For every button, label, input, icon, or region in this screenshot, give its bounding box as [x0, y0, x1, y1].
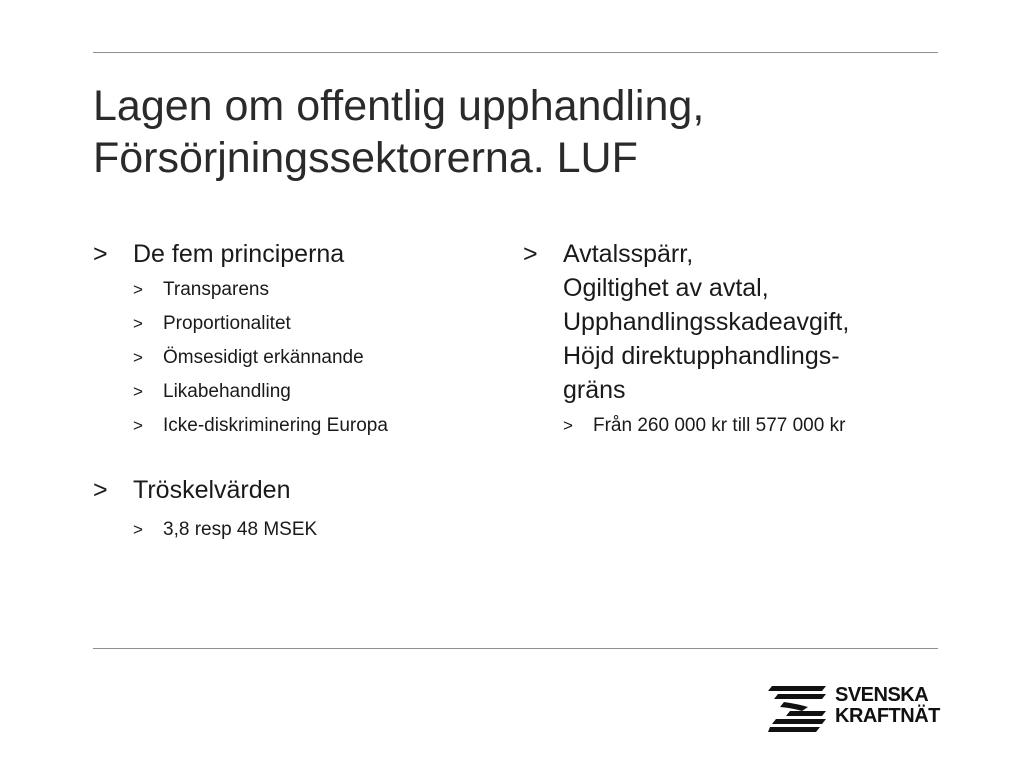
list-item [523, 409, 943, 443]
logo-line-1: SVENSKA [835, 684, 929, 706]
slide-title-line-1: Lagen om offentlig upphandling, [93, 82, 705, 130]
heading-line: Ogiltighet av avtal, [563, 274, 769, 302]
bottom-divider [93, 648, 938, 649]
amount-list [523, 409, 943, 443]
svenska-kraftnat-logo [768, 683, 943, 735]
sub-bullet-marker: > [133, 314, 143, 333]
svenska-kraftnat-wave-logo-icon [768, 683, 830, 735]
section-heading-principles [93, 237, 493, 271]
bullet-marker: > [93, 476, 108, 504]
section-heading-thresholds [93, 473, 493, 507]
list-item [93, 273, 493, 307]
list-item-text: Från 260 000 kr till 577 000 kr [593, 415, 846, 436]
section-heading-contract-rules [523, 237, 943, 407]
list-item-text: Transparens [163, 279, 269, 300]
heading-line: Upphandlingsskadeavgift, [563, 308, 850, 336]
sub-bullet-marker: > [133, 280, 143, 299]
list-item [93, 513, 493, 547]
principles-list [93, 273, 493, 443]
heading-line: Höjd direktupphandlings- [563, 342, 840, 370]
section-heading-text: Tröskelvärden [133, 476, 291, 504]
sub-bullet-marker: > [133, 382, 143, 401]
list-item-text: Icke-diskriminering Europa [163, 415, 388, 436]
thresholds-list [93, 513, 493, 547]
list-item-text: Proportionalitet [163, 313, 291, 334]
sub-bullet-marker: > [563, 416, 573, 435]
section-heading-text: De fem principerna [133, 240, 345, 268]
heading-line: Avtalsspärr, [563, 240, 694, 268]
heading-line: gräns [563, 376, 626, 404]
logo-wordmark [835, 685, 940, 727]
top-divider [93, 52, 938, 53]
list-item [93, 375, 493, 409]
sub-bullet-marker: > [133, 348, 143, 367]
right-column [523, 237, 943, 443]
sub-bullet-marker: > [133, 520, 143, 539]
list-item [93, 307, 493, 341]
slide-title [93, 80, 933, 184]
sub-bullet-marker: > [133, 416, 143, 435]
list-item [93, 409, 493, 443]
list-item-text: Likabehandling [163, 381, 291, 402]
list-item [93, 341, 493, 375]
list-item-text: 3,8 resp 48 MSEK [163, 519, 318, 540]
list-item-text: Ömsesidigt erkännande [163, 347, 364, 368]
left-column [93, 237, 493, 547]
bullet-marker: > [93, 240, 108, 268]
slide-title-line-2: Försörjningssektorerna. LUF [93, 134, 638, 182]
bullet-marker: > [523, 240, 538, 268]
logo-line-2: KRAFTNÄT [835, 705, 940, 727]
